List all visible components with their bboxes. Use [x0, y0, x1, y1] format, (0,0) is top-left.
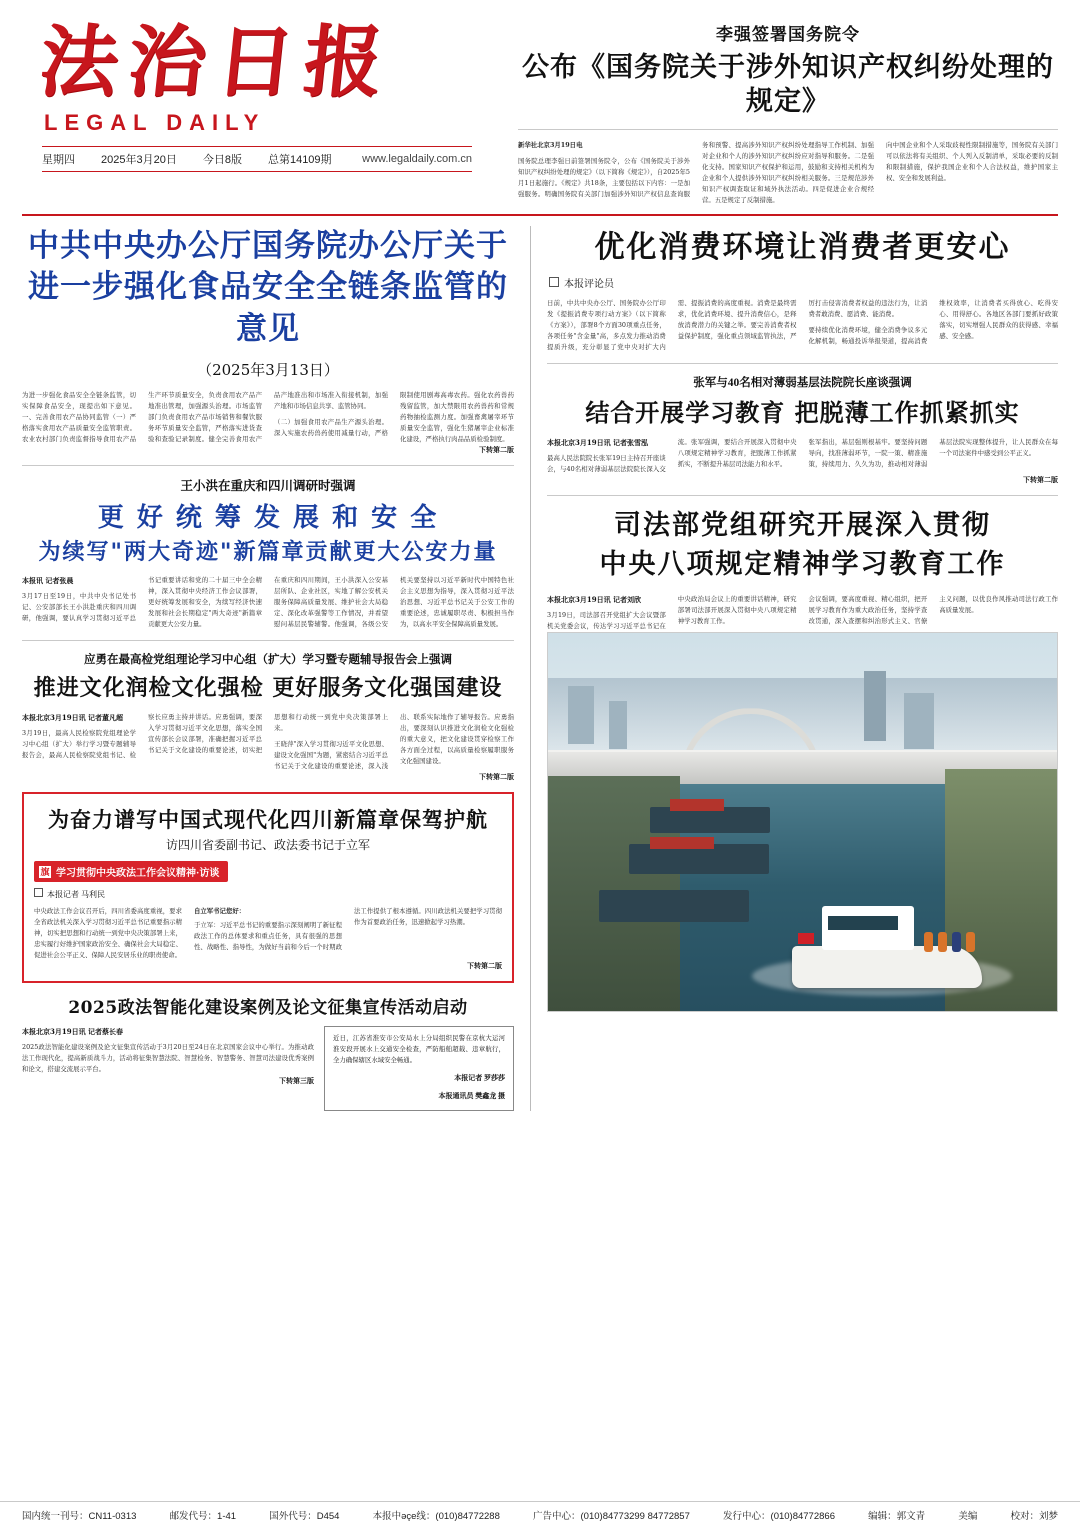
top-article-paragraph-2: 向中国企业和个人采取歧视性限制措施等，国务院有关部门可以依法将有关组织、个人列入反制清单，采取必要的反制和限制措施，保护我国企业和个人合法权益，维护国家主权、安全和发展利益。	[886, 140, 1058, 182]
photo-flag-icon	[798, 933, 814, 944]
interview-jump-note: 下转第二版	[467, 962, 502, 971]
article3-kicker: 应勇在最高检党组理论学习中心组（扩大）学习暨专题辅导报告会上强调	[84, 654, 452, 667]
photo-barge-cargo	[650, 837, 714, 849]
article5-paragraph: 2025政法智能化建设案例及论文征集宣传活动于3月20日至24日在北京国家会议中心举行。为推动政法工作现代化，提高新质战斗力，活动将征集智慧法院、智慧检务、智慧警务、智慧司法建设优秀案例和论文，搭建交流展示平台。	[22, 1043, 314, 1074]
right-column	[530, 226, 1058, 1111]
footer-hotline: 本报中әçe线：(010)84772288	[372, 1511, 500, 1522]
top-right-article	[492, 14, 1058, 206]
newspaper-logo-en: LEGAL DAILY	[44, 109, 266, 135]
article-moj-byline: 本报北京3月19日讯 记者刘欣	[547, 595, 642, 605]
lead-date: （2025年3月13日）	[197, 361, 339, 380]
lead-headline-line2: 进一步强化食品安全全链条监管的意见	[28, 269, 508, 348]
article-yingyong	[22, 651, 514, 782]
lead-headline-line1: 中共中央办公厅国务院办公厅关于	[28, 227, 508, 264]
square-bullet-icon	[34, 888, 43, 897]
photo-barge	[629, 844, 769, 874]
interview-question: 自立军书记您好：	[194, 907, 246, 916]
article2-headline-line1: 更 好 统 筹 发 展 和 安 全	[97, 503, 439, 534]
article-zhangjun-byline: 本报北京3月19日讯 记者张雪泓	[547, 438, 649, 448]
page-footer	[0, 1501, 1080, 1528]
photo-caption-text: 近日，江苏省淮安市公安局水上分局组织民警在京杭大运河淮安段开展水上交通安全检查，严防船舶超载、违章航行，全力确保辖区水域安全畅通。	[333, 1035, 505, 1065]
interview-paragraph-1: 中央政法工作会议召开后，四川省委高度重视，要求全省政法机关深入学习贯彻习近平总书记重要指示精神，切实把思想和行动统一到党中央决策部署上来，忠实履行好维护国家政治安全、确保社会大局稳定、促进社会公平正义、保障人民安居乐业的职责使命。	[34, 907, 182, 960]
divider	[547, 363, 1058, 364]
masthead-pages: 今日8版	[202, 153, 242, 166]
footer-editor: 编辑：郭文青	[868, 1511, 926, 1522]
footer-ads: 广告中心：(010)84773299 84772857	[533, 1511, 690, 1522]
article-moj-body	[547, 594, 1058, 632]
article-zhangjun	[547, 374, 1058, 485]
article-zhangjun-body	[547, 437, 1058, 475]
article-moj-paragraph-1: 3月19日，司法部召开党组扩大会议暨部机关党委会议，传达学习习近平总书记在中央政治局会议上的重要讲话精神，研究部署司法部开展深入贯彻中央八项规定精神学习教育工作。	[547, 595, 797, 630]
interview-reporter: 本报记者 马利民	[34, 888, 502, 900]
photo-boat-window	[828, 916, 898, 930]
article5-byline: 本报北京3月19日讯 记者蔡长春	[22, 1027, 124, 1037]
article5-body	[22, 1026, 314, 1110]
news-photo	[547, 632, 1058, 1012]
footer-layout: 美编	[958, 1511, 978, 1522]
article-commentary	[547, 226, 1058, 353]
interview-badge-label: 学习贯彻中央政法工作会议精神·访谈	[56, 868, 220, 880]
footer-proofreader: 校对：刘梦	[1010, 1511, 1058, 1522]
photo-crew-member	[924, 932, 933, 952]
photo-barge-cargo	[670, 799, 724, 811]
masthead-website[interactable]: www.legaldaily.com.cn	[362, 152, 472, 165]
photo-building	[609, 701, 627, 749]
interview-subheadline: 访四川省委副书记、政法委书记于立军	[165, 838, 370, 853]
top-article-body	[518, 140, 1058, 206]
photo-building	[904, 693, 934, 749]
photo-crew-member	[952, 932, 961, 952]
divider	[22, 640, 514, 641]
page-body	[22, 226, 1058, 1111]
commentary-headline: 优化消费环境让消费者更安心	[594, 229, 1011, 265]
article-zhangjun-jump-note: 下转第二版	[1023, 475, 1058, 484]
divider	[22, 465, 514, 466]
footer-cn-id: 国内统一刊号：CN11-0313	[22, 1511, 137, 1522]
footer-distribution: 发行中心：(010)84772866	[723, 1511, 835, 1522]
interview-body	[34, 906, 502, 961]
article-moj-headline-line1: 司法部党组研究开展深入贯彻	[614, 509, 991, 541]
article-zhangjun-headline: 结合开展学习教育 把脱薄工作抓紧抓实	[585, 397, 1020, 427]
article-zhangjun-paragraph-2: 张军指出，基层强则根基牢。要坚持问题导向，找准薄弱环节，一院一策、精准施策，持续用力、久久为功，推动相对薄弱基层法院实现整体提升，让人民群众在每一个司法案件中感受到公平正义。	[808, 438, 1058, 468]
lead-body	[22, 390, 514, 445]
interview-box	[22, 792, 514, 983]
lead-paragraph-1: 为进一步强化食品安全全链条监管，切实保障食品安全，现提出如下意见。一、完善食用农产品协同监管（一）严格落实食用农产品质量安全监管职责。农业农村部门负责监督指导食用农产品生产环节质量安全，负责食用农产品产地准出管理，加强源头治理。市场监管部门负责食用农产品市场销售和餐饮服务环节质量安全监管，严格落实进货查验和查验记录制度。健全完善食用农产品产地准出和市场准入衔接机制，加强产地和市场信息共享、监管协同。	[22, 391, 388, 444]
article2-byline: 本报讯 记者张晨	[22, 576, 74, 586]
commentary-paragraph-1: 日前，中共中央办公厅、国务院办公厅印发《提振消费专项行动方案》（以下简称《方案》），部署8个方面30项重点任务，各项任务"含金量"高，多点发力推动消费提质升级，充分彰显了党中央对扩大内需、提振消费的高度重视。消费是最终需求，优化消费环境、提升消费信心，是释放消费潜力的关键之举。要完善消费者权益保护制度，强化重点领域监管执法，严厉打击侵害消费者权益的违法行为，让消费者敢消费、愿消费、能消费。	[547, 299, 928, 351]
photo-credit-2: 本报通讯员 樊鑫龙 摄	[438, 1091, 505, 1100]
top-article-dateline: 新华社北京3月19日电	[518, 140, 583, 149]
masthead-weekday: 星期四	[42, 153, 75, 166]
article-moj	[547, 506, 1058, 632]
article2-paragraph-2: 在重庆和四川期间，王小洪深入公安基层所队、企业社区，实地了解公安机关服务保障高质量发展、维护社会大局稳定、深化改革强警等工作情况，并看望慰问基层民警辅警。他强调，各级公安机关要坚持以习近平新时代中国特色社会主义思想为指导，深入贯彻习近平法治思想、习近平总书记关于公安工作的重要论述，忠诚履职尽责、积极担当作为，以高水平安全保障高质量发展。	[274, 576, 514, 629]
footer-intl-code: 国外代号：D454	[269, 1511, 340, 1522]
masthead-meta	[42, 146, 472, 172]
photo-building	[568, 686, 594, 744]
photo-crew-member	[966, 932, 975, 952]
photo-boat-hull	[792, 946, 982, 988]
divider	[518, 129, 1058, 130]
photo-credit-1: 本报记者 罗莎莎	[454, 1074, 505, 1083]
photo-caption-box	[324, 1026, 514, 1110]
article5-headline: 2025政法智能化建设案例及论文征集宣传活动启动	[68, 998, 468, 1019]
square-bullet-icon	[549, 277, 559, 287]
commentary-tag: 本报评论员	[549, 275, 1058, 290]
article-zhangjun-kicker: 张军与40名相对薄弱基层法院院长座谈强调	[693, 376, 912, 389]
article5-jump-note: 下转第三版	[279, 1076, 314, 1085]
lead-article	[22, 226, 514, 456]
article2-headline-line2: 为续写"两大奇迹"新篇章贡献更大公安力量	[38, 538, 498, 565]
masthead-date: 2025年3月20日	[101, 153, 177, 166]
lead-paragraph-2: （二）加强食用农产品生产源头治理。深入实施农药兽药使用减量行动，严格限制使用剧毒高毒农药。强化农药兽药残留监管，加大禁限用农药兽药和常规药物抽检监测力度。加强畜禽屠宰环节质量安全监管，强化生猪屠宰企业标准化建设，严格执行肉品品质检验制度。	[274, 391, 514, 444]
left-column	[22, 226, 514, 1111]
top-article-paragraph: 国务院总理李强日前签署国务院令，公布《国务院关于涉外知识产权纠纷处理的规定》（以下简称《规定》），自2025年5月1日起施行。《规定》共18条，主要包括以下内容：一是加强服务。明确国务院有关部门加强涉外知识产权信息查询服务和预警、提高涉外知识产权纠纷处理指导工作机制、加强对企业和个人的涉外知识产权纠纷应对指导和服务。二是强化支持。国家知识产权保护和运用，鼓励和支持相关机构为企业和个人提供涉外知识产权纠纷相关服务。三是规范涉外知识产权调查取证和域外执法活动。四是促进企业合规经营。五是规定了反制措施。	[518, 140, 874, 204]
article-2025-smart	[22, 993, 514, 1110]
article3-body	[22, 712, 514, 772]
article2-paragraph-1: 3月17日至19日，中共中央书记处书记、公安部部长王小洪赴重庆和四川调研，他强调，要认真学习贯彻习近平总书记重要讲话和党的二十届三中全会精神，深入贯彻中央经济工作会议部署，更好统筹发展和安全，为续写经济快速发展和社会长期稳定"两大奇迹"新篇章贡献更大公安力量。	[22, 576, 262, 629]
commentary-body	[547, 298, 1058, 352]
article-moj-headline-line2: 中央八项规定精神学习教育工作	[599, 548, 1006, 580]
masthead-issue: 总第14109期	[267, 153, 332, 166]
article3-byline: 本报北京3月19日讯 记者董凡超	[22, 713, 124, 723]
article3-headline: 推进文化润检文化强检 更好服务文化强国建设	[33, 675, 503, 702]
masthead-left	[22, 14, 492, 172]
photo-patrol-boat	[792, 892, 982, 988]
article2-body	[22, 575, 514, 630]
photo-crew-member	[938, 932, 947, 952]
interview-answer: 于立军：习近平总书记的重要指示深刻阐明了新征程政法工作的总体要求和重点任务，具有很强的思想性、战略性、指导性，为做好当前和今后一个时期政法工作提供了根本遵循。四川政法机关要把学习贯彻作为首要政治任务，迅速掀起学习热潮。	[194, 907, 502, 952]
article-moj-paragraph-2: 会议强调，要高度重视、精心组织，把开展学习教育作为重大政治任务，坚持学查改贯通，深入查摆和纠治形式主义、官僚主义问题，以优良作风推动司法行政工作高质量发展。	[808, 595, 1058, 625]
commentary-paragraph-2: 要持续优化消费环境，健全消费争议多元化解机制，畅通投诉举报渠道，提高消费维权效率，让消费者买得放心、吃得安心、用得舒心。各地区各部门要抓好政策落实，切实增强人民群众的获得感、幸福感、安全感。	[808, 299, 1058, 345]
divider	[547, 495, 1058, 496]
footer-post-code: 邮发代号：1-41	[169, 1511, 237, 1522]
interview-badge	[34, 861, 228, 882]
masthead-divider	[22, 214, 1058, 216]
photo-building	[864, 671, 886, 741]
article3-paragraph-1: 3月19日，最高人民检察院党组理论学习中心组（扩大）举行学习暨专题辅导报告会，最高人民检察院党组书记、检察长应勇主持并讲话。应勇强调，要深入学习贯彻习近平文化思想，落实全国宣传部长会议部署，准确把握习近平总书记关于文化建设的重要论述，切实把思想和行动统一到党中央决策部署上来。	[22, 713, 388, 760]
article-zhangjun-paragraph-1: 最高人民法院院长张军19日主持召开座谈会，与40名相对薄弱基层法院院长深入交流。张军强调，要结合开展深入贯彻中央八项规定精神学习教育，把脱薄工作抓紧抓实，不断提升基层司法能力和水平。	[547, 438, 797, 473]
interview-headline: 为奋力谱写中国式现代化四川新篇章保驾护航	[48, 807, 488, 833]
article-wang-xiaohong	[22, 476, 514, 630]
top-article-kicker: 李强签署国务院令	[716, 25, 860, 44]
article2-kicker: 王小洪在重庆和四川调研时强调	[180, 479, 356, 494]
top-article-headline: 公布《国务院关于涉外知识产权纠纷处理的规定》	[522, 52, 1054, 117]
masthead	[22, 14, 1058, 206]
flag-icon: 旗	[40, 866, 50, 877]
photo-barge	[599, 890, 749, 922]
lead-jump-note: 下转第二版	[479, 446, 514, 455]
article3-paragraph-2: 王晓萍"深入学习贯彻习近平文化思想、建设文化强国"为题，紧密结合习近平总书记关于文化建设的重要论述，深入浅出、联系实际地作了辅导报告。应勇指出，要深刻认识推进文化润检文化强检的重大意义，把文化建设贯穿检察工作各方面全过程，以高质量检察履职服务文化强国建设。	[274, 713, 514, 771]
article3-jump-note: 下转第二版	[479, 773, 514, 782]
newspaper-logo-cn: 法治日报	[35, 17, 397, 108]
